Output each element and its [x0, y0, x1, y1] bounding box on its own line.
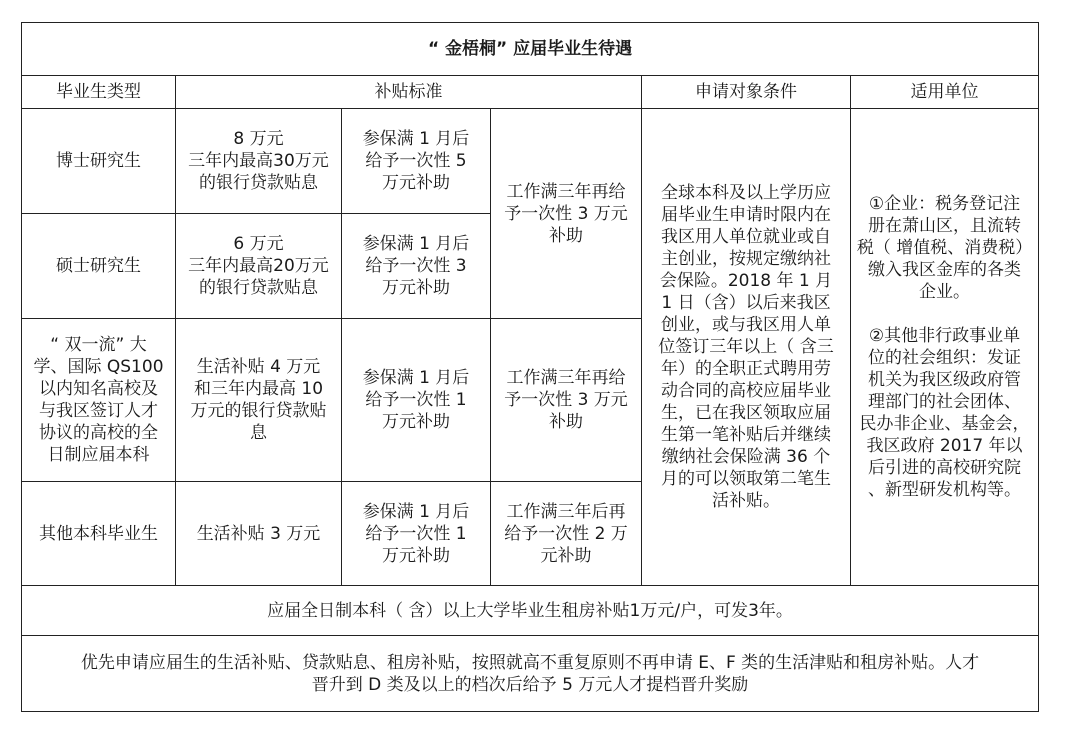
row-after-month-subsidy: 参保满 1 月后 给予一次性 3 万元补助	[342, 214, 491, 319]
row-type: 硕士研究生	[22, 214, 176, 319]
row-after-month-subsidy: 参保满 1 月后 给予一次性 1 万元补助	[342, 482, 491, 586]
row-after-3years-subsidy: 工作满三年再给 予一次性 3 万元 补助	[491, 109, 642, 319]
header-applicant-conditions: 申请对象条件	[642, 76, 851, 109]
row-after-month-subsidy: 参保满 1 月后 给予一次性 1 万元补助	[342, 319, 491, 482]
row-after-3years-subsidy: 工作满三年再给 予一次性 3 万元 补助	[491, 319, 642, 482]
row-type: 博士研究生	[22, 109, 176, 214]
row-base-subsidy: 6 万元 三年内最高20万元 的银行贷款贴息	[176, 214, 342, 319]
header-subsidy-standard: 补贴标准	[176, 76, 642, 109]
header-applicable-units: 适用单位	[851, 76, 1039, 109]
row-after-month-subsidy: 参保满 1 月后 给予一次性 5 万元补助	[342, 109, 491, 214]
header-graduate-type: 毕业生类型	[22, 76, 176, 109]
row-type: 其他本科毕业生	[22, 482, 176, 586]
applicable-units: ①企业：税务登记注 册在萧山区，且流转 税（ 增值税、消费税） 缴入我区金库的各类 企业。 ②其他非行政事业单 位的社会组织：发证 机关为我区级政府管 理部门的社会团体、 民办非企业、基金会， 我区政府 2017 年以 后引进的高校研究院 、新型研发机构等。	[851, 109, 1039, 586]
priority-note: 优先申请应届生的生活补贴、贷款贴息、租房补贴，按照就高不重复原则不再申请 E、F 类的生活津贴和租房补贴。人才 晋升到 D 类及以上的档次后给予 5 万元人才提档晋升奖励	[22, 636, 1039, 712]
row-after-3years-subsidy: 工作满三年后再 给予一次性 2 万 元补助	[491, 482, 642, 586]
table-title: “ 金梧桐” 应届毕业生待遇	[22, 23, 1039, 76]
benefits-table	[21, 22, 1039, 712]
row-base-subsidy: 8 万元 三年内最高30万元 的银行贷款贴息	[176, 109, 342, 214]
rent-subsidy-note: 应届全日制本科（ 含）以上大学毕业生租房补贴1万元/户，可发3年。	[22, 586, 1039, 636]
row-base-subsidy: 生活补贴 4 万元 和三年内最高 10 万元的银行贷款贴 息	[176, 319, 342, 482]
row-base-subsidy: 生活补贴 3 万元	[176, 482, 342, 586]
applicant-conditions: 全球本科及以上学历应 届毕业生申请时限内在 我区用人单位就业或自 主创业，按规定缴纳社 会保险。2018 年 1 月 1 日（含）以后来我区 创业，或与我区用人单 位签订三年以上（ 含三 年）的全职正式聘用劳 动合同的高校应届毕业 生，已在我区领取应届 生第一笔补贴后并继续 缴纳社会保险满 36 个 月的可以领取第二笔生 活补贴。	[642, 109, 851, 586]
row-type: “ 双一流” 大 学、国际 QS100 以内知名高校及 与我区签订人才 协议的高校的全 日制应届本科	[22, 319, 176, 482]
